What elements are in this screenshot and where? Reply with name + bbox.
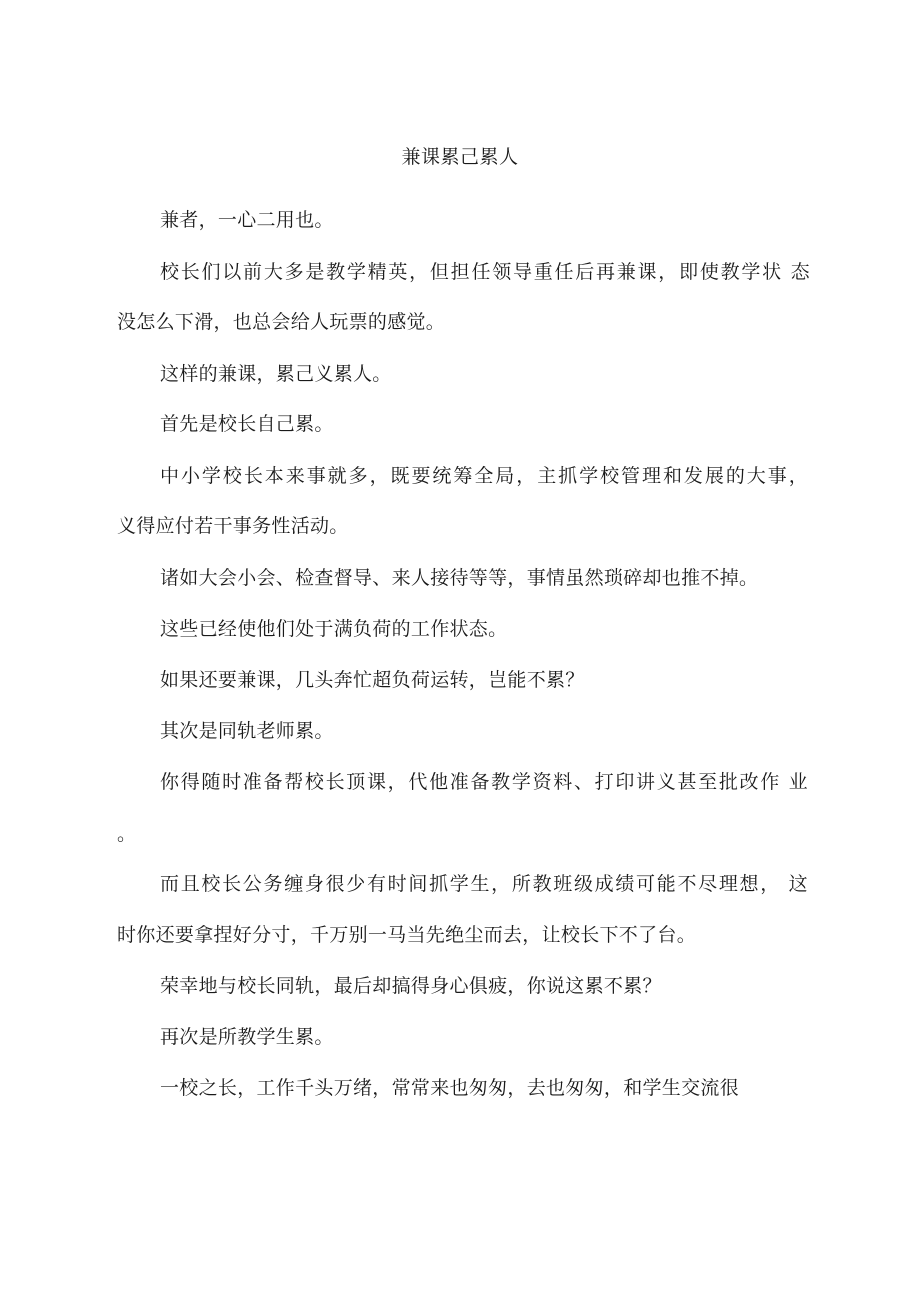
paragraph-line: 再次是所教学生累。	[160, 1026, 334, 1048]
paragraph-line: 荣幸地与校长同轨，最后却搞得身心俱疲，你说这累不累？	[160, 975, 662, 997]
document-title: 兼课累己累人	[401, 146, 519, 168]
paragraph-line: 中小学校长本来事就多，既要统筹全局，主抓学校管理和发展的大事，	[160, 465, 808, 487]
paragraph-line: 而且校长公务缠身很少有时间抓学生，所教班级成绩可能不尽理想， 这	[160, 873, 808, 895]
paragraph-line: 你得随时准备帮校长顶课，代他准备教学资料、打印讲义甚至批改作 业	[160, 771, 808, 793]
paragraph-line: 时你还要拿捏好分寸，千万别一马当先绝尘而去，让校长下不了台。	[117, 924, 697, 946]
paragraph-line: 诸如大会小会、检查督导、来人接待等等，事情虽然琐碎却也推不掉。	[160, 567, 759, 589]
paragraph-line: 没怎么下滑，也总会给人玩票的感觉。	[117, 311, 446, 333]
paragraph-line: 。	[117, 823, 137, 845]
paragraph-line: 如果还要兼课，几头奔忙超负荷运转，岂能不累？	[160, 669, 585, 691]
paragraph-line: 这些已经使他们处于满负荷的工作状态。	[160, 618, 508, 640]
paragraph-line: 一校之长，工作千头万绪，常常来也匆匆，去也匆匆，和学生交流很	[160, 1077, 740, 1099]
paragraph-line: 首先是校长自己累。	[160, 413, 334, 435]
paragraph-line: 校长们以前大多是教学精英，但担任领导重任后再兼课，即使教学状 态	[160, 261, 810, 283]
paragraph-line: 兼者，一心二用也。	[160, 209, 334, 231]
paragraph-line: 其次是同轨老师累。	[160, 720, 334, 742]
paragraph-line: 这样的兼课，累己义累人。	[160, 363, 392, 385]
paragraph-line: 义得应付若干事务性活动。	[117, 515, 349, 537]
